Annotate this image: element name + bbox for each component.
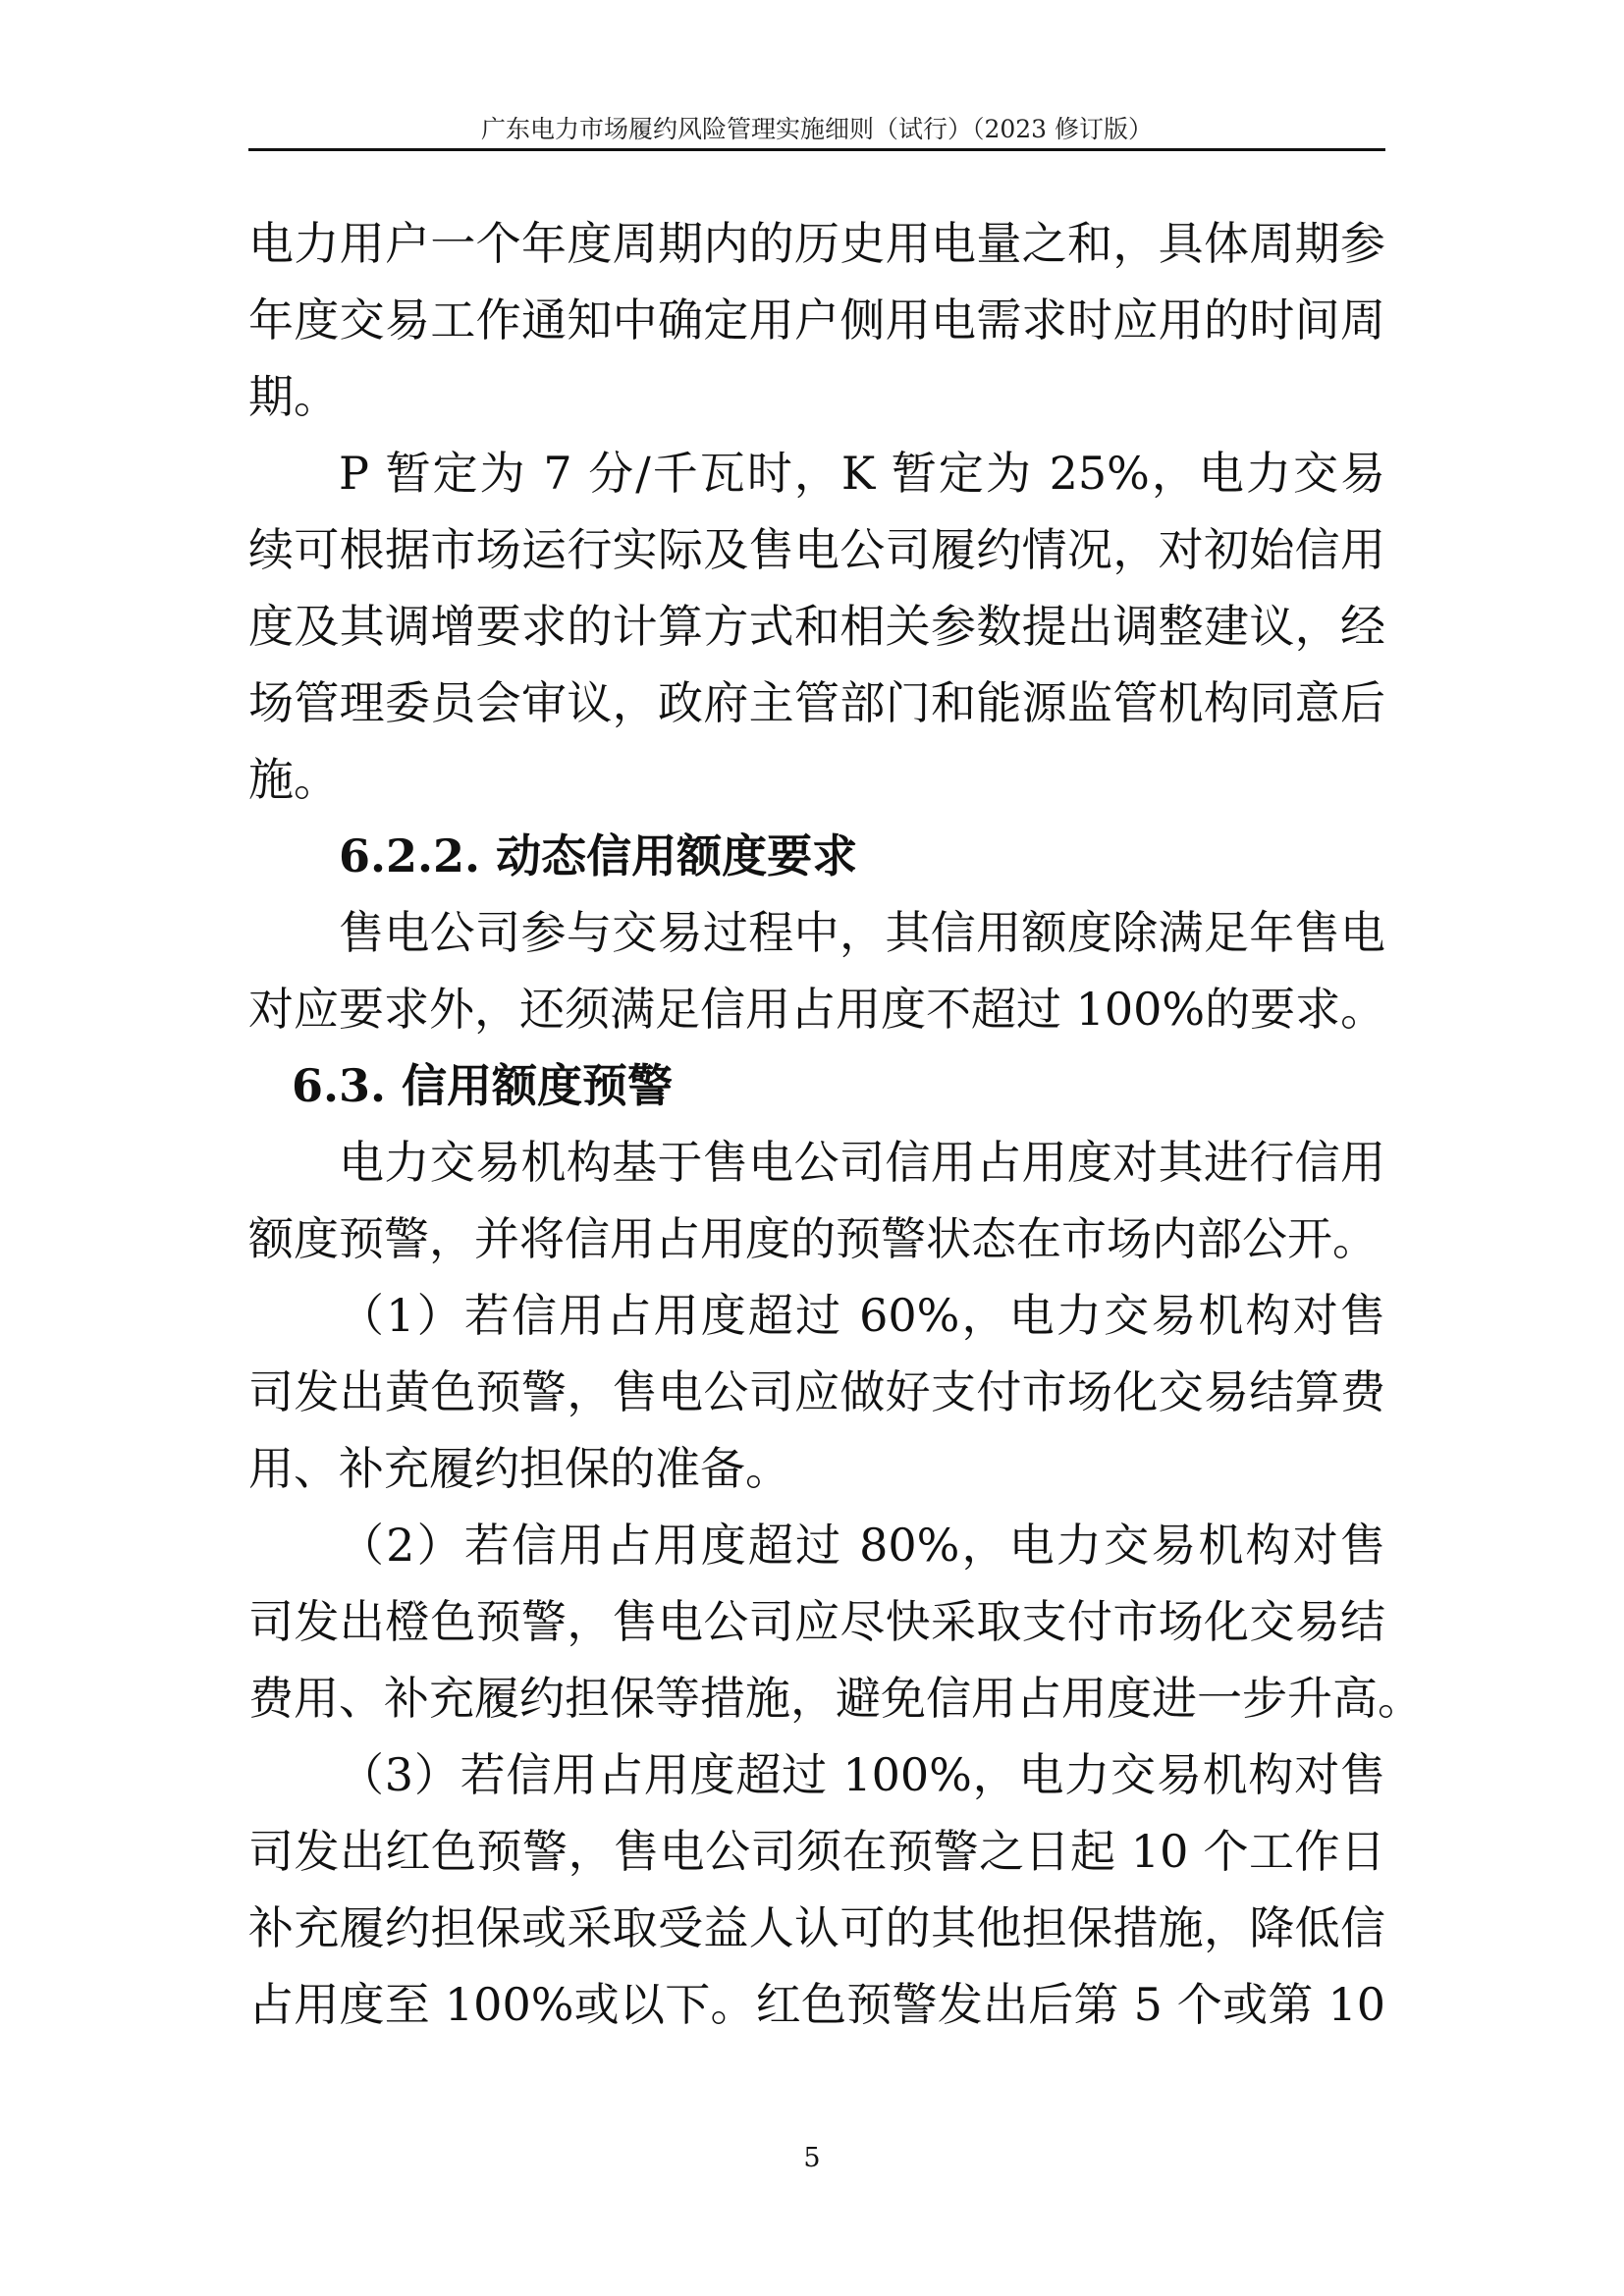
text-line: 对应要求外，还须满足信用占用度不超过 100%的要求。 (248, 983, 1386, 1036)
section-heading (248, 818, 1385, 894)
text-line: 度及其调增要求的计算方式和相关参数提出调整建议，经 (248, 600, 1385, 653)
text-line: 续可根据市场运行实际及售电公司履约情况，对初始信用 (248, 523, 1385, 576)
text-line: 司发出红色预警，售电公司须在预警之日起 10 个工作日 (248, 1825, 1385, 1878)
text-line: （2）若信用占用度超过 80%，电力交易机构对售 (339, 1519, 1385, 1572)
page-number: 5 (803, 2143, 821, 2173)
text-line: 售电公司参与交易过程中，其信用额度除满足年售电 (339, 906, 1385, 959)
text-line: 6.2.2. 动态信用额度要求 (339, 829, 858, 882)
paragraph (248, 205, 1385, 435)
paragraph (248, 435, 1385, 818)
text-line: 费用、补充履约担保等措施，避免信用占用度进一步升高。 (248, 1672, 1423, 1725)
text-line: （1）若信用占用度超过 60%，电力交易机构对售 (339, 1289, 1385, 1342)
text-line: 期。 (248, 370, 339, 423)
text-line: 6.3. 信用额度预警 (292, 1059, 674, 1112)
text-line: 场管理委员会审议，政府主管部门和能源监管机构同意后 (248, 676, 1385, 729)
text-line: 用、补充履约担保的准备。 (248, 1442, 790, 1495)
paragraph (248, 1277, 1385, 1507)
paragraph (248, 894, 1385, 1047)
text-line: 司发出黄色预警，售电公司应做好支付市场化交易结算费 (248, 1365, 1385, 1418)
paragraph (248, 1507, 1423, 1736)
paragraph (248, 1736, 1385, 2043)
text-line: 施。 (248, 753, 339, 806)
text-line: 额度预警，并将信用占用度的预警状态在市场内部公开。 (248, 1212, 1378, 1265)
text-line: 占用度至 100%或以下。红色预警发出后第 5 个或第 10 (248, 1978, 1385, 2031)
header-rule (248, 148, 1385, 151)
document-body (248, 205, 1423, 2043)
section-heading (248, 1047, 1385, 1124)
text-line: 年度交易工作通知中确定用户侧用电需求时应用的时间周 (248, 294, 1385, 347)
text-line: 电力用户一个年度周期内的历史用电量之和，具体周期参 (248, 217, 1385, 270)
text-line: 电力交易机构基于售电公司信用占用度对其进行信用 (339, 1136, 1385, 1189)
paragraph (248, 1124, 1385, 1277)
text-line: 补充履约担保或采取受益人认可的其他担保措施，降低信 (248, 1901, 1385, 1954)
text-line: （3）若信用占用度超过 100%，电力交易机构对售 (339, 1748, 1385, 1801)
running-header: 广东电力市场履约风险管理实施细则（试行）（2023 修订版） (480, 115, 1154, 143)
text-line: 司发出橙色预警，售电公司应尽快采取支付市场化交易结 (248, 1595, 1385, 1648)
text-line: P 暂定为 7 分/千瓦时，K 暂定为 25%，电力交易 (339, 447, 1385, 500)
